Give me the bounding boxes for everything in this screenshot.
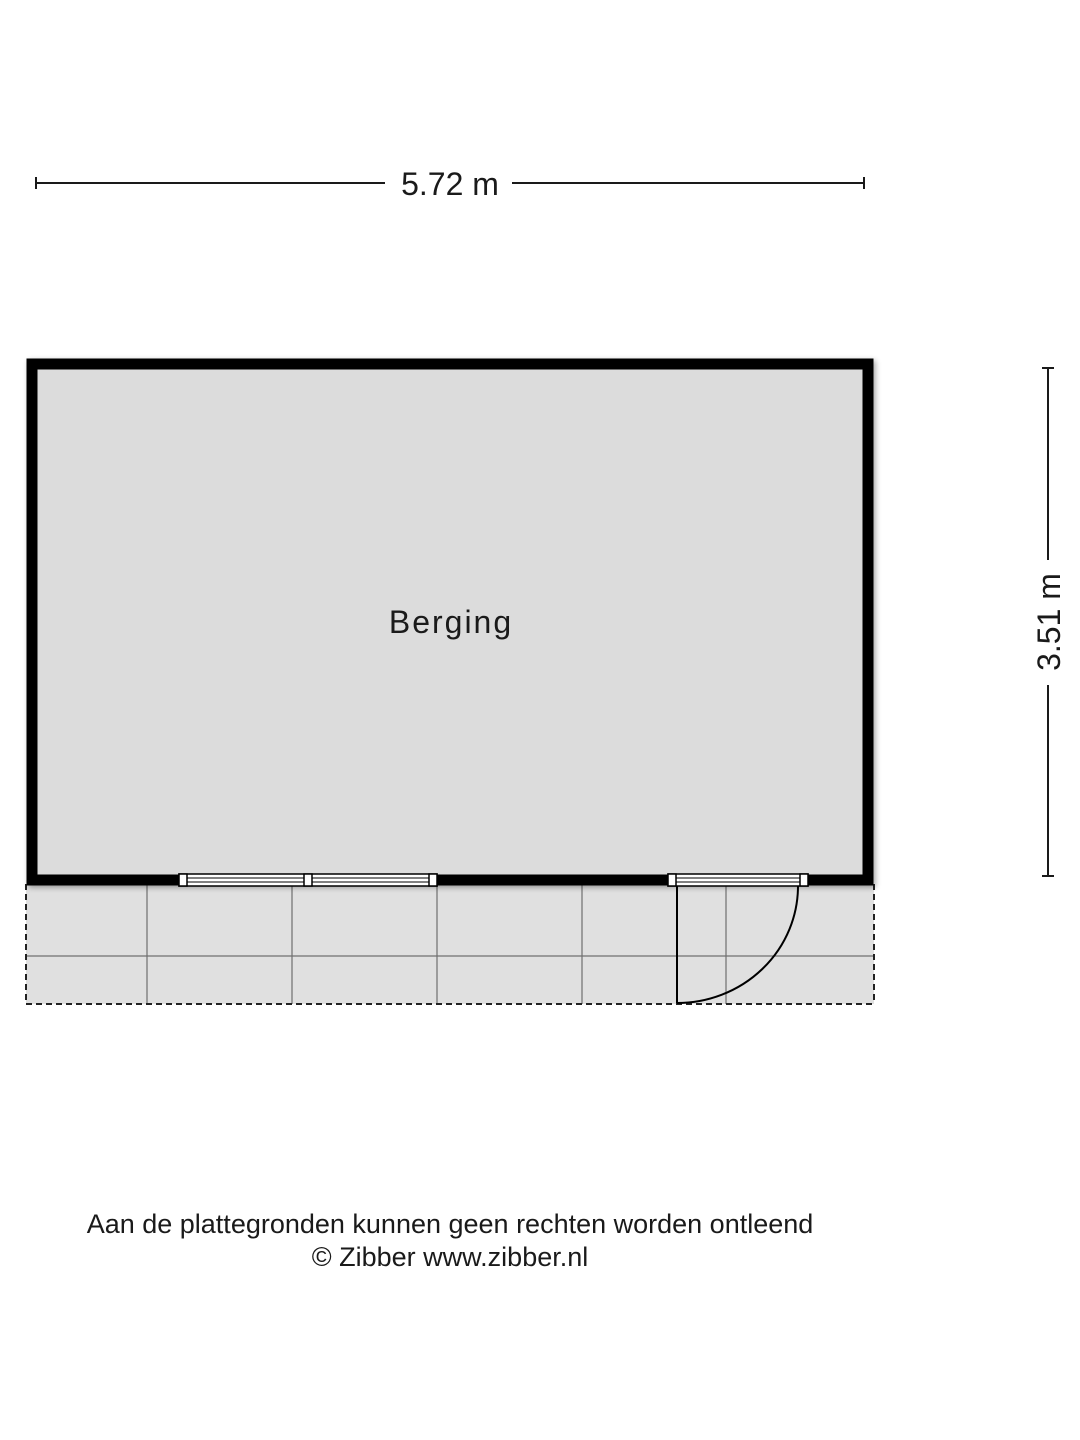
height-dimension-label: 3.51 m bbox=[1031, 573, 1067, 671]
disclaimer-text: Aan de plattegronden kunnen geen rechten worden ontleend bbox=[86, 1209, 814, 1239]
window bbox=[179, 874, 437, 886]
patio-area bbox=[26, 884, 874, 1004]
copyright-text: © Zibber www.zibber.nl bbox=[311, 1242, 589, 1272]
width-dimension-label: 5.72 m bbox=[401, 166, 499, 202]
width-dimension bbox=[36, 166, 864, 202]
height-dimension bbox=[1031, 368, 1067, 876]
room-label-berging: Berging bbox=[388, 604, 514, 640]
